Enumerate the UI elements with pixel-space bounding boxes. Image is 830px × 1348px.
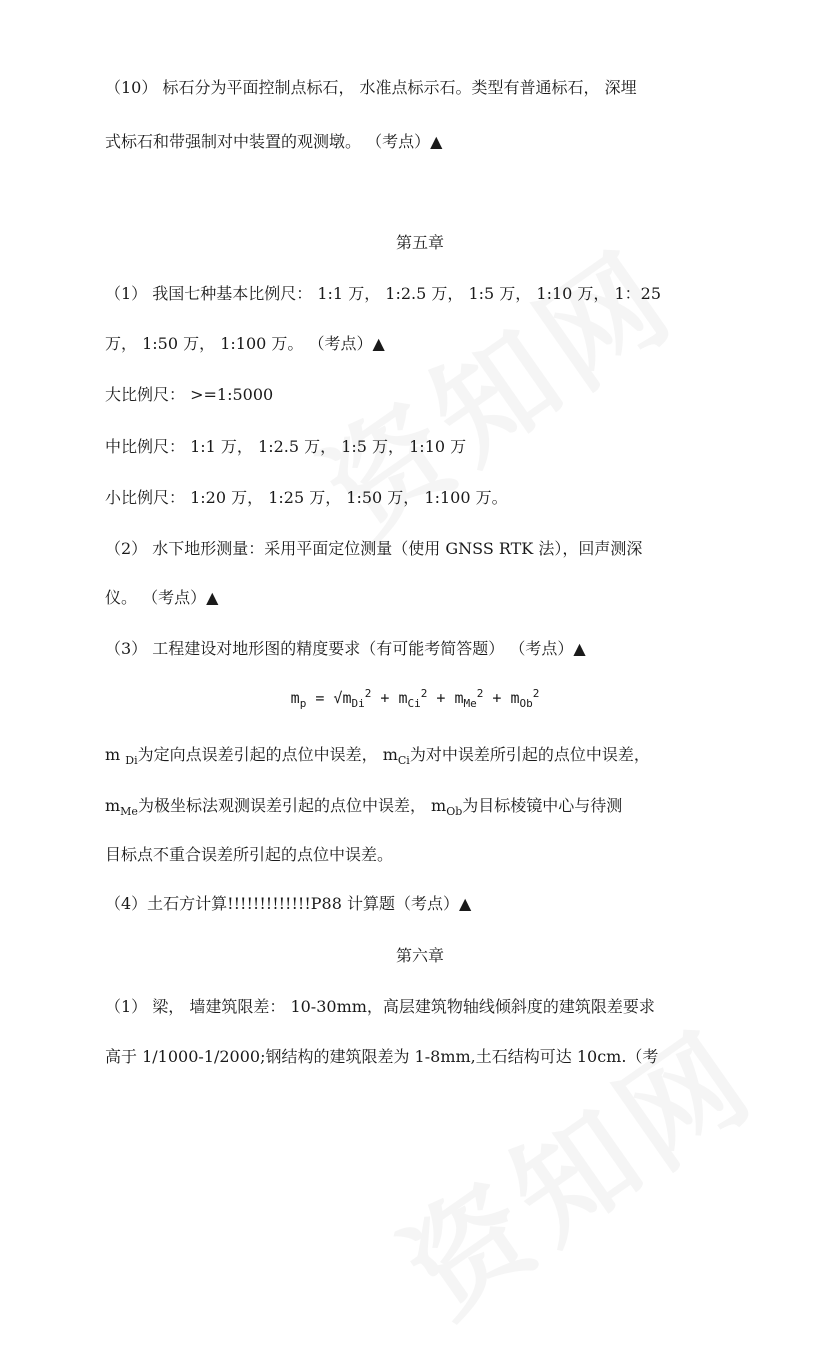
para-10-line2: 式标石和带强制对中装置的观测墩。 （考点）▲ — [105, 132, 443, 151]
para-5-3-line1: （3） 工程建设对地形图的精度要求（有可能考简答题） （考点）▲ — [105, 639, 586, 658]
watermark-bottom — [366, 984, 784, 1348]
formula-explain-line3: 目标点不重合误差所引起的点位中误差。 — [105, 845, 394, 864]
para-5-1-line1: （1） 我国七种基本比例尺： 1:1 万， 1:2.5 万， 1:5 万， 1:10 万， 1：25 — [105, 284, 662, 303]
formula-explain-line1: m $_{Di}$为定向点误差引起的点位中误差， $m_{Ci}$为对中误差所引起的点位中误差， — [105, 745, 650, 768]
small-scale-line: 小比例尺： 1:20 万， 1:25 万， 1:50 万， 1:100 万。 — [105, 488, 508, 507]
para-5-2-line1: （2） 水下地形测量：采用平面定位测量（使用 GNSS RTK 法），回声测深 — [105, 539, 643, 558]
para-5-4: （4）土石方计算!!!!!!!!!!!!!P88 计算题（考点）▲ — [105, 894, 472, 913]
para-10-line1: （10） 标石分为平面控制点标石， 水准点标示石。类型有普通标石， 深埋 — [105, 78, 637, 97]
para-5-1-line2: 万， 1:50 万， 1:100 万。 （考点）▲ — [105, 334, 385, 353]
formula-explain-line2: $m_{Me}$为极坐标法观测误差引起的点位中误差， $m_{Ob}$为目标棱镜中心与待测 — [105, 796, 623, 819]
precision-formula: $m_p = √m_{Di}^2 + m_{Ci}^2 + m_{Me}^2 + m_{Ob}^2$ — [290, 687, 540, 710]
para-6-1-line2: 高于 1/1000-1/2000;钢结构的建筑限差为 1-8mm,土石结构可达 10cm.（考 — [105, 1047, 659, 1066]
chapter-6-heading: 第六章 — [395, 946, 444, 965]
chapter-5-heading: 第五章 — [395, 233, 444, 252]
para-6-1-line1: （1） 梁， 墙建筑限差： 10-30mm，高层建筑物轴线倾斜度的建筑限差要求 — [105, 997, 655, 1016]
large-scale-line: 大比例尺： >=1:5000 — [105, 385, 274, 404]
para-5-2-line2: 仪。 （考点）▲ — [105, 588, 219, 607]
medium-scale-line: 中比例尺： 1:1 万， 1:2.5 万， 1:5 万， 1:10 万 — [105, 437, 467, 456]
